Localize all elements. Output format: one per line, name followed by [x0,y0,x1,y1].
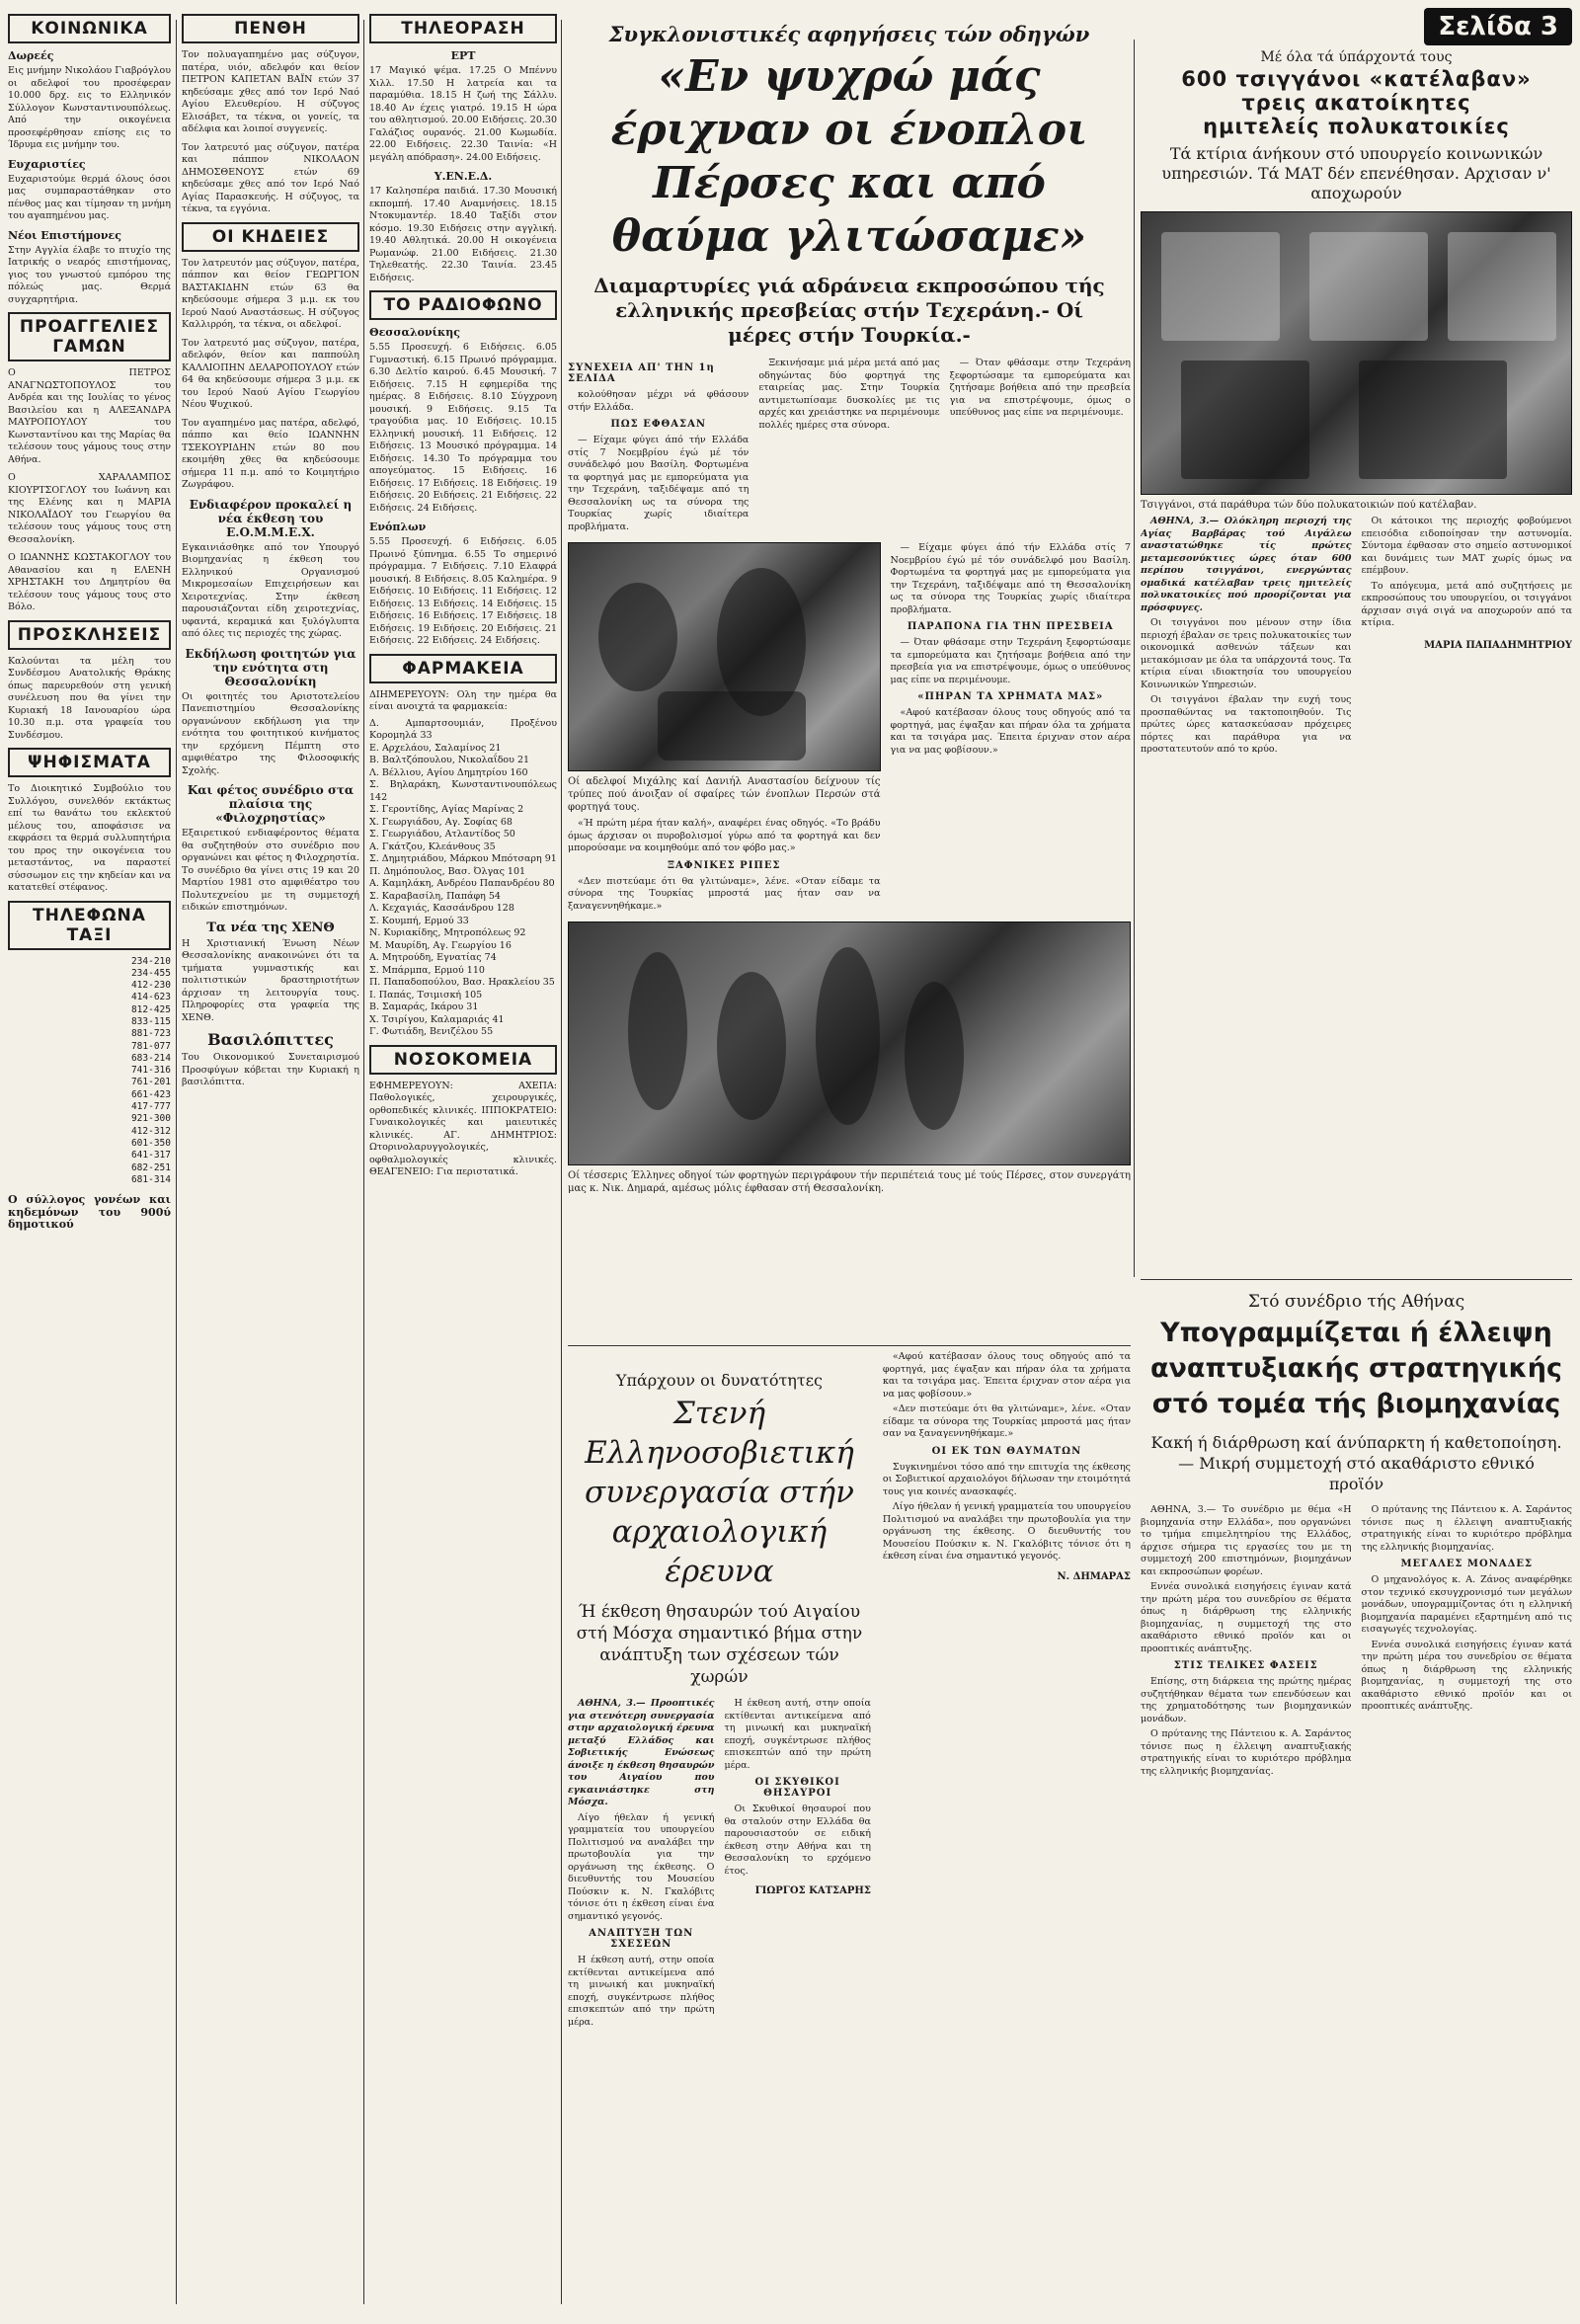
taxi-phone-number: 741-316 [130,1065,171,1077]
lead-paragraph: — Όταν φθάσαμε στην Τεχεράνη ξεφορτώσαμε τα εμπορεύματα και ζητήσαμε βοήθεια από την πρεσβεία για να επιστρέψουμε, όμως ο υπεύθυνος μας είπε να περιμένουμε. [890,637,1131,685]
taxi-phone-number: 412-230 [130,980,171,992]
pharmacy-item: Α. Μητρούδη, Εγνατίας 74 [369,952,497,963]
congress-paragraph: Επίσης, στη διάρκεια της πρώτης ημέρας συζητήθηκαν θέματα των επενδύσεων και της χρηματοδότησης των βιομηχανικών μονάδων. [1141,1676,1352,1724]
hospitals-heading: ΝΟΣΟΚΟΜΕΙΑ [369,1045,557,1075]
xenth-title: Τα νέα της ΧΕΝΘ [206,920,335,935]
mourning-notice-text: Τον πολυαγαπημένο μας σύζυγον, πατέρα, υιόν, αδελφόν και θείον ΠΕΤΡΟΝ ΚΑΠΕΤΑΝ ΒΑΪΝ ετών 37 κηδεύσαμε χθες από τον Ιερό Ναό Αγίου Ελευθερίου. Η σύζυγος Ελισάβετ, τα τέκνα, οι γονείς, τα αδέλφια και λοιποί συγγενείς. [182,49,359,134]
pharmacy-item: Γ. Φωτιάδη, Βενιζέλου 55 [369,1026,494,1037]
taxi-phone-number: 781-077 [130,1040,171,1052]
taxi-phone-row [8,1028,171,1040]
column-rule [1134,40,1135,1277]
funerals-heading: ΟΙ ΚΗΔΕΙΕΣ [182,222,359,252]
invitation-notice-text: Καλούνται τα μέλη του Συνδέσμου Ανατολικής Θράκης όπως παρευρεθούν στη γενική συνέλευση που θα γίνει την Κυριακή 18 Ιανουαρίου ώρα 10.30 π.μ. στα γραφεία του Συνδέσμου. [8,655,171,741]
column-rule [176,20,177,2304]
parents-association-note: Ο σύλλογος γονέων και κηδεμόνων του 900ύ δημοτικού [8,1193,171,1232]
pharmacy-item: Μ. Μαυρίδη, Αγ. Γεωργίου 16 [369,939,512,951]
social-notice-text: Ευχαριστούμε θερμά όλους όσοι μας συμπαραστάθηκαν στο πένθος μας και τίμησαν τη μνήμη του αγαπημένου μας. [8,173,171,221]
archaeology-subhead-scythian: ΟΙ ΣΚΥΘΙΚΟΙ ΘΗΣΑΥΡΟΙ [754,1777,840,1799]
taxi-phone-row [8,1004,171,1016]
archaeology-author: ΓΙΩΡΓΟΣ ΚΑΤΣΑΡΗΣ [754,1885,871,1896]
pharmacy-item: Ν. Κυριακίδης, Μητροπόλεως 92 [369,927,526,938]
gypsies-kicker: Μέ όλα τά ύπάρχοντά τους [1260,49,1453,65]
gypsies-paragraph: Οι τσιγγάνοι που μένουν στην ίδια περιοχή έβαλαν σε τρεις πολυκατοικίες των οικονομικά ασθενών τάξεων και μετακόμισαν με όλα τα υπάρχοντά τους. Τα κτίρια είναι ιδιοκτησία του υπουργείου Κοινωνικών Υπηρεσιών. [1141,617,1352,690]
taxi-phone-number: 881-723 [130,1028,171,1040]
pharmacies-heading: ΦΑΡΜΑΚΕΙΑ [369,654,557,683]
taxi-phone-row [8,956,171,968]
pharmacy-item: Β. Βαλτζόπουλου, Νικολαΐδου 21 [369,755,530,765]
funeral-notice-text: Τον λατρευτό μας σύζυγον, πατέρα, αδελφόν, θείον και παππούλη ΚΑΛΛΙΟΠΗΝ ΔΕΛΑΡΟΠΟΥΛΟΥ ετών 64 θα κηδεύσουμε σήμερα 3 μ.μ. εκ του Ιερού Ναού Αγίου Γεωργίου Νέου Ψυχικού. [182,337,359,410]
taxi-phone-number: 683-214 [130,1052,171,1064]
lead-kicker: Συγκλονιστικές αφηγήσεις τών οδηγών [608,22,1090,46]
lead-paragraph: Ξεκινήσαμε μιά μέρα μετά από μας οδηγώντας δύο φορτηγά της εταιρείας μας. Στην Τουρκία αντιμετωπίσαμε δυσκολίες με τις αρχές και χρειάστηκε να περιμένουμε πολλές ημέρες στα σύνορα. [758,358,940,431]
taxi-phone-number: 921-300 [130,1113,171,1125]
lead-paragraph: — Είχαμε φύγει άπό τήν Ελλάδα στίς 7 Νοεμβρίου έγώ μέ τόν συνάδελφό μου Βασίλη. Φορτωμένα τα φορτηγά μας με εμπορεύματα για την Τεχεράνη, ταξιδέψαμε από τη Θεσσαλονίκη ως τα σύνορα της Τουρκίας χωρίς ιδιαίτερα προβλήματα. [890,542,1131,615]
column-rule [561,20,562,2304]
archaeology-subtitle: Ή έκθεση θησαυρών τού Αιγαίου στή Μόσχα σημαντικό βήμα στην ανάπτυξη των σχέσεων τών χωρών [576,1602,863,1687]
pharmacy-item: Χ. Γεωργιάδου, Αγ. Σοφίας 68 [369,816,513,828]
lead-paragraph: «Δεν πιστεύαμε ότι θα γλιτώναμε», λένε. «Οταν είδαμε τα σύνορα της Τουρκίας μπροστά μας ήταν σαν να ξαναγεννηθήκαμε.» [568,875,881,912]
taxi-phone-row [8,980,171,992]
lead-story [568,8,1131,1341]
lead-subhead-bursts: ΞΑΦΝΙΚΕΣ ΡΙΠΕΣ [667,859,781,871]
taxi-phone-number: 234-455 [130,967,171,979]
social-notice-text: Στην Αγγλία έλαβε το πτυχίο της Ιατρικής ο νεαρός επιστήμονας, γιος του γνωστού εμπόρου της πόλεώς μας. Θερμά συγχαρητήρια. [8,244,171,305]
lead-paragraph: «Δεν πιστεύαμε ότι θα γλιτώναμε», λένε. «Οταν είδαμε τα σύνορα της Τουρκίας μπροστά μας ήταν σαν να ξαναγεννηθήκαμε.» [882,1403,1131,1439]
section-rule [1141,1279,1572,1280]
lead-subhead-arrival: ΠΩΣ ΕΦΘΑΣΑΝ [610,419,706,430]
archaeology-paragraph: ΑΘΗΝΑ, 3.— Προοπτικές για στενότερη συνεργασία στην αρχαιολογική έρευνα μεταξύ Ελλάδος και Σοβιετικής Ενώσεως άνοιξε η έκθεση θησαυρών του Αιγαίου που εγκαινιάστηκε στη Μόσχα. [568,1698,715,1807]
congress-paragraph: Ο πρύτανης της Πάντειου κ. Α. Σαράντος τόνισε πως η έλλειψη αναπτυξιακής στρατηγικής είναι το κυριότερο πρόβλημα της ελληνικής βιομηχανίας. [1141,1728,1352,1777]
gypsies-headline-2: τρεις ακατοίκητες [1241,91,1471,115]
radio-heading: ΤΟ ΡΑΔΙΟΦΩΝΟ [369,290,557,320]
taxi-phone-row [8,968,171,980]
pharmacy-item: Σ. Βηλαράκη, Κωνσταντινουπόλεως 142 [369,779,557,803]
pharmacy-item: Σ. Κουμπή, Ερμού 33 [369,915,469,926]
pharmacy-item: Σ. Δημητριάδου, Μάρκου Μπότσαρη 91 [369,853,557,864]
invitations-heading: ΠΡΟΣΚΛΗΣΕΙΣ [8,620,171,650]
taxi-phone-number: 833-115 [130,1015,171,1027]
congress-paragraph: Εννέα συνολικά εισηγήσεις έγιναν κατά την πρώτη μέρα του συνεδρίου σε θέματα όπως η διάρθρωση της ελληνικής βιομηχανίας, η συμμετοχή της στο ακαθάριστο εθνικό προϊόν και οι προοπτικές ανάπτυξης. [1141,1581,1352,1654]
wedding-announcements-heading: ΠΡΟΑΓΓΕΛΙΕΣ ΓΑΜΩΝ [8,312,171,361]
gypsies-paragraph: Το απόγευμα, μετά από συζητήσεις με εκπροσώπους του υπουργείου, οι τσιγγάνοι άρχισαν σιγά σιγά να αποχωρούν από τα κτίρια. [1361,580,1572,628]
taxi-phone-number: 417-777 [130,1101,171,1113]
gypsies-headline-3: ημιτελείς πολυκατοικίες [1203,115,1510,138]
lead-subtitle: Διαμαρτυρίες γιά αδράνεια εκπροσώπου τής ελληνικής πρεσβείας στήν Τεχεράνη.- Οί μέρες στήν Τουρκία.- [593,274,1105,347]
radio-armed-forces-schedule: 5.55 Προσευχή. 6 Ειδήσεις. 6.05 Πρωινό ξύπνημα. 6.55 Το σημερινό πρόγραμμα. 7 Ειδήσεις. 7.10 Ελαφρά μουσική. 8 Ειδήσεις. 8.05 Καλημέρα. 9 Ειδήσεις. 10 Ειδήσεις. 11 Ειδήσεις. 12 Ειδήσεις. 13 Ειδήσεις. 14 Ειδήσεις. 15 Ειδήσεις. 16 Ειδήσεις. 17 Ειδήσεις. 18 Ειδήσεις. 19 Ειδήσεις. 20 Ειδήσεις. 21 Ειδήσεις. 22 Ειδήσεις. 24 Ειδήσεις. [369,536,557,646]
drivers-truck-photo [568,542,881,771]
television-heading: ΤΗΛΕΟΡΑΣΗ [369,14,557,43]
taxi-phone-row [8,1138,171,1150]
pharmacy-item: Δ. Αμπαρτσουμιάν, Προξένου Κορομηλά 33 [369,717,557,741]
pharmacy-item: Σ. Μπάρμπα, Ερμού 110 [369,964,485,976]
eommex-notice-title: Ενδιαφέρον προκαλεί η νέα έκθεση του Ε.Ο.Μ.Μ.Ε.Χ. [189,497,353,539]
taxi-phone-row [8,1126,171,1138]
continued-from-page-1: ΣΥΝΕΧΕΙΑ ΑΠ' ΤΗΝ 1η ΣΕΛΙΔΑ [568,362,715,384]
hospitals-text: ΕΦΗΜΕΡΕΥΟΥΝ: ΑΧΕΠΑ: Παθολογικές, χειρουργικές, ορθοπεδικές κλινικές. ΙΠΠΟΚΡΑΤΕΙΟ: Γυναικολογικές και μαιευτικές κλινικές. ΑΓ. ΔΗΜΗΤΡΙΟΣ: Ωτορινολαρυγγολογικές, οφθαλμολογικές κλινικές. ΘΕΑΓΕΝΕΙΟ: Για περιστατικά. [369,1080,557,1177]
mourning-heading: ΠΕΝΘΗ [182,14,359,43]
yened-title: Υ.ΕΝ.Ε.Δ. [434,170,493,183]
archaeology-paragraph: Η έκθεση αυτή, στην οποία εκτίθενται αντικείμενα από τη μινωική και μυκηναϊκή εποχή, συγκέντρωσε πλήθος επισκεπτών από την πρώτη μέρα. [724,1698,871,1771]
social-column [8,8,171,2324]
xenth-text: Η Χριστιανική Ένωση Νέων Θεσσαλονίκης ανακοινώνει ότι τα τμήματα γυμναστικής και πολιτιστικών δραστηριοτήτων άρχισαν τη λειτουργία τους. Πληροφορίες στα γραφεία της ΧΕΝΘ. [182,937,359,1023]
congress-paragraph: Ο μηχανολόγος κ. Α. Ζάνος αναφέρθηκε στον τεχνικό εκσυγχρονισμό των μεγάλων μονάδων, υπογραμμίζοντας ότι η ελληνική βιομηχανία παραμένει εξαρτημένη από τις εισαγωγές τεχνολογίας. [1361,1574,1572,1635]
archaeology-paragraph: Οι Σκυθικοί θησαυροί που θα σταλούν στην Ελλάδα θα παρουσιαστούν σε ειδική έκθεση στην Αθήνα και τη Θεσσαλονίκη το ερχόμενο έτος. [724,1803,871,1877]
congress-kicker: Στό συνέδριο τής Αθήνας [1247,1292,1465,1312]
gypsies-lead-paragraph: ΑΘΗΝΑ, 3.— Ολόκληρη περιοχή της Αγίας Βαρβάρας τού Αιγάλεω αναστατώθηκε τίς πρώτες μεταμεσονύκτιες ώρες όταν 600 περίπου τσιγγάνοι, ενεργώντας ομαδικά κατέλαβαν τρεις ημιτελείς πολυκατοικίες πού προορίζονται για πρόσφυγες. [1141,516,1352,613]
congress-paragraph: ΑΘΗΝΑ, 3.— Το συνέδριο με θέμα «Η βιομηχανία στην Ελλάδα», που οργανώνει το τμήμα επιμελητηρίου της Ελλάδος, άρχισε σήμερα τις εργασίες του με τη συμμετοχή 200 επιστημόνων, βιομηχάνων και εκπροσώπων φορέων. [1141,1504,1352,1577]
taxi-phone-row [8,1041,171,1053]
funeral-notice-text: Τον αγαπημένο μας πατέρα, αδελφό, πάππο και θείο ΙΩΑΝΝΗΝ ΤΣΕΚΟΥΡΙΔΗΝ ετών 80 που εκοιμήθη χθες θα κηδεύσουμε σήμερα 11 π.μ. από το Κοιμητήριο Ζωγράφου. [182,417,359,490]
gypsies-story [1141,8,1572,1282]
mourning-notice-text: Τον λατρευτό μας σύζυγον, πατέρα και πάππον ΝΙΚΟΛΑΟΝ ΔΗΜΟΣΘΕΝΟΥΣ ετών 69 κηδεύσαμε χθες από τον Ιερό Ναό Αγίας Παρασκευής. Η σύζυγος, τα τέκνα, τα εγγόνια. [182,141,359,214]
gypsies-paragraph: Οι κάτοικοι της περιοχής φοβούμενοι επεισόδια ειδοποίησαν την αστυνομία. Σύντομα έφθασαν στο σημείο αστυνομικοί και δυνάμεις των ΜΑΤ χωρίς όμως να επέμβουν. [1361,516,1572,576]
social-notice-title: Ευχαριστίες [8,157,86,171]
pharmacy-item: Π. Δημόπουλος, Βασ. Όλγας 101 [369,865,526,877]
wedding-notice-text: Ο ΠΕΤΡΟΣ ΑΝΑΓΝΩΣΤΟΠΟΥΛΟΣ του Ανδρέα και της Ιουλίας το γένος Βασιλείου και η ΑΛΕΞΑΝΔΡΑ ΜΑΥΡΟΠΟΥΛΟΥ του Κωνσταντίνου και της Μαρίας θα τελέσουν τους γάμους τους στην Αθήνα. [8,367,171,465]
students-event-text: Οι φοιτητές του Αριστοτελείου Πανεπιστημίου Θεσσαλονίκης οργανώνουν εκδήλωση για την ενότητα του φοιτητικού κινήματος την ερχόμενη Πέμπτη στο αμφιθέατρο της Φιλοσοφικής Σχολής. [182,690,359,776]
congress-subhead-finals: ΣΤΙΣ ΤΕΛΙΚΕΣ ΦΑΣΕΙΣ [1173,1660,1318,1671]
taxi-phone-number: 681-314 [130,1173,171,1185]
funeral-notice-text: Τον λατρευτόν μας σύζυγον, πατέρα, πάππον και θείον ΓΕΩΡΓΙΟΝ ΒΑΣΤΑΚΙΔΗΝ ετών 63 θα κηδεύσουμε σήμερα 3 μ.μ. εκ του Ιερού Ναού Αναστάσεως. Η σύζυγος Καλλιρρόη, τα τέκνα, οι αδελφοί. [182,257,359,330]
congress-paragraph: Ο πρύτανης της Πάντειου κ. Α. Σαράντος τόνισε πως η έλλειψη αναπτυξιακής στρατηγικής είναι το κυριότερο πρόβλημα της ελληνικής βιομηχανίας. [1361,1504,1572,1553]
taxi-phone-number: 682-251 [130,1162,171,1173]
congress-headline: Υπογραμμίζεται ή έλλειψη αναπτυξιακής στρατηγικής στό τομέα τής βιομηχανίας [1149,1318,1563,1419]
taxi-phone-number: 414-623 [130,992,171,1003]
taxi-phones-table [8,956,171,1187]
gypsies-paragraph: Οι τσιγγάνοι έβαλαν την ευχή τους προσπαθώντας να τακτοποιηθούν. Τις πρώτες ώρες κατασκεύασαν πρόχειρες πόρτες και παράθυρα για να προστατευτούν από το κρύο. [1141,694,1352,755]
taxi-phone-number: 234-210 [130,955,171,967]
taxi-phone-row [8,1016,171,1028]
taxi-phone-row [8,1174,171,1186]
gypsies-building-photo [1141,211,1572,495]
death-notices-column [182,8,359,2324]
archaeology-paragraph: Λίγο ήθελαν ή γενική γραμματεία του υπουργείου Πολιτισμού να αναλάβει την πρωτοβουλία για την οργάνωση της έκθεσης. Ο διευθυντής του Μουσείου Πούσκιν κ. Ν. Γκαλόβιτς τόνισε ότι η έκθεση είναι ένα σημαντικό γεγονός. [568,1811,715,1922]
lead-headline: «Εν ψυχρώ μάς έριχναν οι ένοπλοι Πέρσες και από θαύμα γλιτώσαμε» [610,51,1088,262]
taxi-phone-row [8,1162,171,1174]
taxi-phone-number: 812-425 [130,1003,171,1015]
taxi-phones-heading: ΤΗΛΕΦΩΝΑ ΤΑΞΙ [8,901,171,950]
pharmacy-item: Π. Παπαδοπούλου, Βασ. Ηρακλείου 35 [369,977,555,988]
pharmacy-item: Ι. Παπάς, Τσιμισκή 105 [369,989,483,1001]
interview-photo-caption: Οί τέσσερις Έλληνες οδηγοί τών φορτηγών περιγράφουν τήν περιπέτειά τους μέ τούς Πέρσες, στον συνεργάτη μας κ. Νικ. Δημαρά, αμέσως μόλις έφθασαν στή Θεσσαλονίκη. [568,1170,1131,1194]
social-heading: ΚΟΙΝΩΝΙΚΑ [8,14,171,43]
taxi-phone-row [8,1077,171,1088]
social-notice-title: Δωρεές [8,49,54,62]
pharmacy-item: Ε. Αρχελάου, Σαλαμίνος 21 [369,742,502,754]
congress-subtitle: Κακή ή διάρθρωση καί άνύπαρκτη ή καθετοποίηση.— Μικρή συμμετοχή στό ακαθάριστο εθνικό προϊόν [1150,1433,1562,1493]
gypsies-subtitle: Τά κτίρια άνήκουν στό υπουργείο κοινωνικών υπηρεσιών. Τά ΜΑΤ δέν επενέθησαν. Αρχισαν ν' αποχωρούν [1161,144,1551,202]
pharmacy-item: Σ. Γεροντίδης, Αγίας Μαρίνας 2 [369,804,524,815]
gypsies-photo-caption: Τσιγγάνοι, στά παράθυρα τών δύο πολυκατοικιών πού κατέλαβαν. [1141,500,1477,511]
lead-paragraph: — Όταν φθάσαμε στην Τεχεράνη ξεφορτώσαμε τα εμπορεύματα και ζητήσαμε βοήθεια από την πρεσβεία για να επιστρέψουμε, όμως ο υπεύθυνος μας είπε να περιμένουμε. [949,358,1131,418]
archaeology-subhead-relations: ΑΝΑΠΤΥΞΗ ΤΩΝ ΣΧΕΣΕΩΝ [589,1928,694,1950]
archaeology-paragraph: Η έκθεση αυτή, στην οποία εκτίθενται αντικείμενα από τη μινωική και μυκηναϊκή εποχή, συγκέντρωσε πλήθος επισκεπτών από την πρώτη μέρα. [568,1955,715,2028]
congress-paragraph: Εννέα συνολικά εισηγήσεις έγιναν κατά την πρώτη μέρα του συνεδρίου σε θέματα όπως η διάρθρωση της ελληνικής βιομηχανίας, η συμμετοχή της στο ακαθάριστο εθνικό προϊόν και οι προοπτικές ανάπτυξης. [1361,1639,1572,1712]
archaeology-paragraph: Λίγο ήθελαν ή γενική γραμματεία του υπουργείου Πολιτισμού να αναλάβει την πρωτοβουλία για την οργάνωση της έκθεσης. Ο διευθυντής του Μουσείου Πούσκιν κ. Ν. Γκαλόβιτς τόνισε ότι η έκθεση είναι ένα σημαντικό γεγονός. [882,1501,1131,1562]
taxi-phone-row [8,1150,171,1162]
lead-paragraph: «Ή πρώτη μέρα ήταν καλή», αναφέρει ένας οδηγός. «Το βράδυ όμως άρχισαν οι πυροβολισμοί γύρω από τα φορτηγά και δεν μπορούσαμε να κοιμηθούμε από τον φόβο μας.» [568,818,881,853]
yened-schedule: 17 Καλησπέρα παιδιά. 17.30 Μουσική εκπομπή. 17.40 Αναμνήσεις. 18.15 Ντοκυμαντέρ. 18.40 Ταξίδι στον κόσμο. 19.30 Ειδήσεις στην αγγλική. 19.40 Αθλητικά. 20.00 Η οικογένεια Ρωμανώφ. 21.00 Ειδήσεις. 21.30 Τηλεθεατής. 22.30 Ταινία. 23.45 Ειδήσεις. [369,186,557,283]
taxi-phone-row [8,992,171,1003]
pharmacy-item: Σ. Γεωργιάδου, Ατλαντίδος 50 [369,829,515,840]
lead-paragraph: κολούθησαν μέχρι νά φθάσουν στήν Ελλάδα. [568,389,750,413]
archaeology-kicker: Υπάρχουν οι δυνατότητες [615,1371,823,1390]
pharmacy-item: Σ. Καραβασίλη, Παπάφη 54 [369,890,501,902]
taxi-phone-number: 412-312 [130,1125,171,1137]
taxi-phone-row [8,1053,171,1065]
wedding-notice-text: Ο ΙΩΑΝΝΗΣ ΚΩΣΤΑΚΟΓΛΟΥ του Αθανασίου και η ΕΛΕΝΗ ΧΡΗΣΤΑΚΗ του Δημητρίου θα τελέσουν τους γάμους τους στο Βόλο. [8,552,171,612]
social-notice-title: Νέοι Επιστήμονες [8,228,121,242]
radio-armed-forces-title: Ενόπλων [369,521,427,533]
taxi-phone-number: 601-350 [130,1137,171,1149]
pharmacy-item: Α. Καμηλάκη, Ανδρέου Παπανδρέου 80 [369,878,555,889]
resolution-notice-text: Το Διοικητικό Συμβούλιο του Συλλόγου, συνελθόν εκτάκτως επί τω θανάτω του εκλεκτού μέλους του, αποφάσισε να εκφράσει τα θερμά συλλυπητήρια του προς την οικογένεια του μεταστάντος, να παραστεί σύσσωμον εις την κηδείαν και να κατατεθεί στέφανος. [8,783,171,893]
archaeology-headline: Στενή Ελληνοσοβιετική συνεργασία στήν αρχαιολογική έρευνα [584,1396,854,1589]
section-rule [568,1345,1131,1346]
drivers-photo-caption: Οί αδελφοί Μιχάλης καί Δανιήλ Αναστασίου δείχνουν τίς τρύπες πού άνοιξαν οί σφαίρες τών ένοπλων Περσών στά φορτηγά τους. [568,776,881,813]
gypsies-headline-1: 600 τσιγγάνοι «κατέλαβαν» [1181,67,1532,91]
radio-thessaloniki-schedule: 5.55 Προσευχή. 6 Ειδήσεις. 6.05 Γυμναστική. 6.15 Πρωινό πρόγραμμα. 6.30 Δελτίο καιρού. 6.45 Μουσική. 7 Ειδήσεις. 7.15 Η εφημερίδα της ημέρας. 8 Ειδήσεις. 8.10 Σύγχρονη μουσική. 9 Ειδήσεις. 9.15 Τα τραγούδια μας. 10 Ειδήσεις. 10.15 Ελληνική μουσική. 11 Ειδήσεις. 12 Ειδήσεις. 13 Μουσικό πρόγραμμα. 14 Ειδήσεις. 14.30 Το πρόγραμμα του απογεύματος. 15 Ειδήσεις. 16 Ειδήσεις. 17 Ειδήσεις. 18 Ειδήσεις. 19 Ειδήσεις. 20 Ειδήσεις. 21 Ειδήσεις. 22 Ειδήσεις. 24 Ειδήσεις. [369,342,557,514]
ert-schedule: 17 Μαγικό ψέμα. 17.25 Ο Μπέννυ Χιλλ. 17.50 Η λατρεία και τα παραμύθια. 18.15 Η ζωή της Σάλλυ. 18.40 Αν έχεις γιατρό. 19.15 Η ώρα του αθλητισμού. 20.00 Ειδήσεις. 20.30 Γαλάζιος ουρανός. 21.00 Κωμωδία. 22.00 Ειδήσεις. 22.30 Ταινία: «Η μεγάλη απόδραση». 24.00 Ειδήσεις. [369,65,557,163]
pharmacy-item: Α. Γκάτζου, Κλεάνθους 35 [369,841,496,852]
resolutions-heading: ΨΗΦΙΣΜΑΤΑ [8,748,171,777]
philochristia-text: Εξαιρετικού ενδιαφέροντος θέματα θα συζητηθούν στο συνέδριο που οργανώνει και φέτος η Φιλοχρηστία. Το συνέδριο θα γίνει στις 19 και 20 Μαρτίου 1981 στο αμφιθέατρο του Πολυτεχνείου με τη συμμετοχή ειδικών επιστημόνων. [182,828,359,913]
pharmacy-item: Χ. Τσιρίγου, Καλαμαριάς 41 [369,1013,505,1025]
archaeology-paragraph: Συγκινημένοι τόσο από την επιτυχία της έκθεσης οι Σοβιετικοί αρχαιολόγοι δήλωσαν την ετοιμότητά τους για κοινές ανασκαφές. [882,1461,1131,1497]
students-event-title: Εκδήλωση φοιτητών για την ενότητα στη Θεσσαλονίκη [185,646,356,688]
archaeology-subhead-wonders: ΟΙ ΕΚ ΤΩΝ ΘΑΥΜΑΤΩΝ [931,1445,1082,1457]
taxi-phone-row [8,1113,171,1125]
philochristia-title: Και φέτος συνέδριο στα πλαίσια της «Φιλοχρηστίας» [187,783,355,825]
lead-paragraph: «Αφού κατέβασαν όλους τους οδηγούς από τα φορτηγά, μας έψαξαν και πήραν όλα τα χρήματα και τα τσιγάρα μας. Έπειτα έριχναν στον αέρα για να μας φοβίσουν.» [890,707,1131,756]
taxi-phone-number: 761-201 [130,1077,171,1088]
pharmacies-intro: ΔΙΗΜΕΡΕΥΟΥΝ: Ολη την ημέρα θα είναι ανοιχτά τα φαρμακεία: [369,688,557,712]
listings-column [369,8,557,2324]
archaeology-story [568,1351,1131,2316]
eommex-notice-text: Εγκαινιάσθηκε από τον Υπουργό Βιομηχανίας η έκθεση του Ελληνικού Οργανισμού Μικρομεσαίων Επιχειρήσεων και Χειροτεχνίας. Στην έκθεση παρουσιάζονται είδη χειροτεχνίας, υφαντά, κεραμικά και ξυλόγλυπτα από όλες τις περιοχές της χώρας. [182,541,359,639]
taxi-phone-number: 661-423 [130,1088,171,1100]
drivers-interview-photo [568,922,1131,1165]
taxi-phone-row [8,1101,171,1113]
lead-paragraph: — Είχαμε φύγει άπό τήν Ελλάδα στίς 7 Νοεμβρίου έγώ μέ τόν συνάδελφό μου Βασίλη. Φορτωμένα τα φορτηγά μας με εμπορεύματα για την Τεχεράνη, ταξιδέψαμε από τη Θεσσαλονίκη ως τα σύνορα της Τουρκίας χωρίς ιδιαίτερα προβλήματα. [568,435,750,532]
vasilopites-title: Βασιλόπιττες [207,1030,334,1049]
social-notice-text: Εις μνήμην Νικολάου Γιαβρόγλου οι αδελφοί του προσέφεραν 10.000 δρχ. εις το Ελληνικόν Σύλλογον Κωνσταντινουπόλεως. Από την οικογένεια προσεφέρθησαν επίσης εις το Ίδρυμα εις μνήμην του. [8,65,171,150]
radio-thessaloniki-title: Θεσσαλονίκης [369,326,460,339]
lead-subhead-money: «ΠΗΡΑΝ ΤΑ ΧΡΗΜΑΤΑ ΜΑΣ» [917,691,1104,702]
lead-author: Ν. ΔΗΜΑΡΑΣ [1057,1570,1131,1582]
column-rule [363,20,364,2304]
gypsies-author: ΜΑΡΙΑ ΠΑΠΑΔΗΜΗΤΡΙΟΥ [1424,639,1572,651]
pharmacy-item: Β. Σαμαράς, Ικάρου 31 [369,1002,479,1012]
page-number-label: Σελίδα 3 [1424,8,1572,45]
wedding-notice-text: Ο ΧΑΡΑΛΑΜΠΟΣ ΚΙΟΥΡΤΣΟΓΛΟΥ του Ιωάννη και της Ελένης και η ΜΑΡΙΑ ΝΙΚΟΛΑΪΔΟΥ του Γεωργίου θα τελέσουν τους γάμους τους στη Θεσσαλονίκη. [8,472,171,545]
taxi-phone-row [8,1065,171,1077]
ert-title: ΕΡΤ [450,49,476,62]
pharmacy-item: Λ. Κεχαγιάς, Κασσάνδρου 128 [369,903,514,914]
lead-subhead-embassy: ΠΑΡΑΠΟΝΑ ΓΙΑ ΤΗΝ ΠΡΕΣΒΕΙΑ [907,621,1114,632]
congress-story [1141,1284,1572,2316]
congress-subhead-large-units: ΜΕΓΑΛΕΣ ΜΟΝΑΔΕΣ [1400,1559,1534,1569]
lead-paragraph: «Αφού κατέβασαν όλους τους οδηγούς από τα φορτηγά, μας έψαξαν και πήραν όλα τα χρήματα και τα τσιγάρα μας. Έπειτα έριχναν στον αέρα για να μας φοβίσουν.» [882,1351,1131,1400]
vasilopites-text: Του Οικονομικού Συνεταιρισμού Προσφύγων κόβεται την Κυριακή η βασιλόπιττα. [182,1052,359,1087]
taxi-phone-number: 641-317 [130,1150,171,1162]
pharmacy-item: Λ. Βέλλιου, Αγίου Δημητρίου 160 [369,766,528,778]
taxi-phone-row [8,1089,171,1101]
